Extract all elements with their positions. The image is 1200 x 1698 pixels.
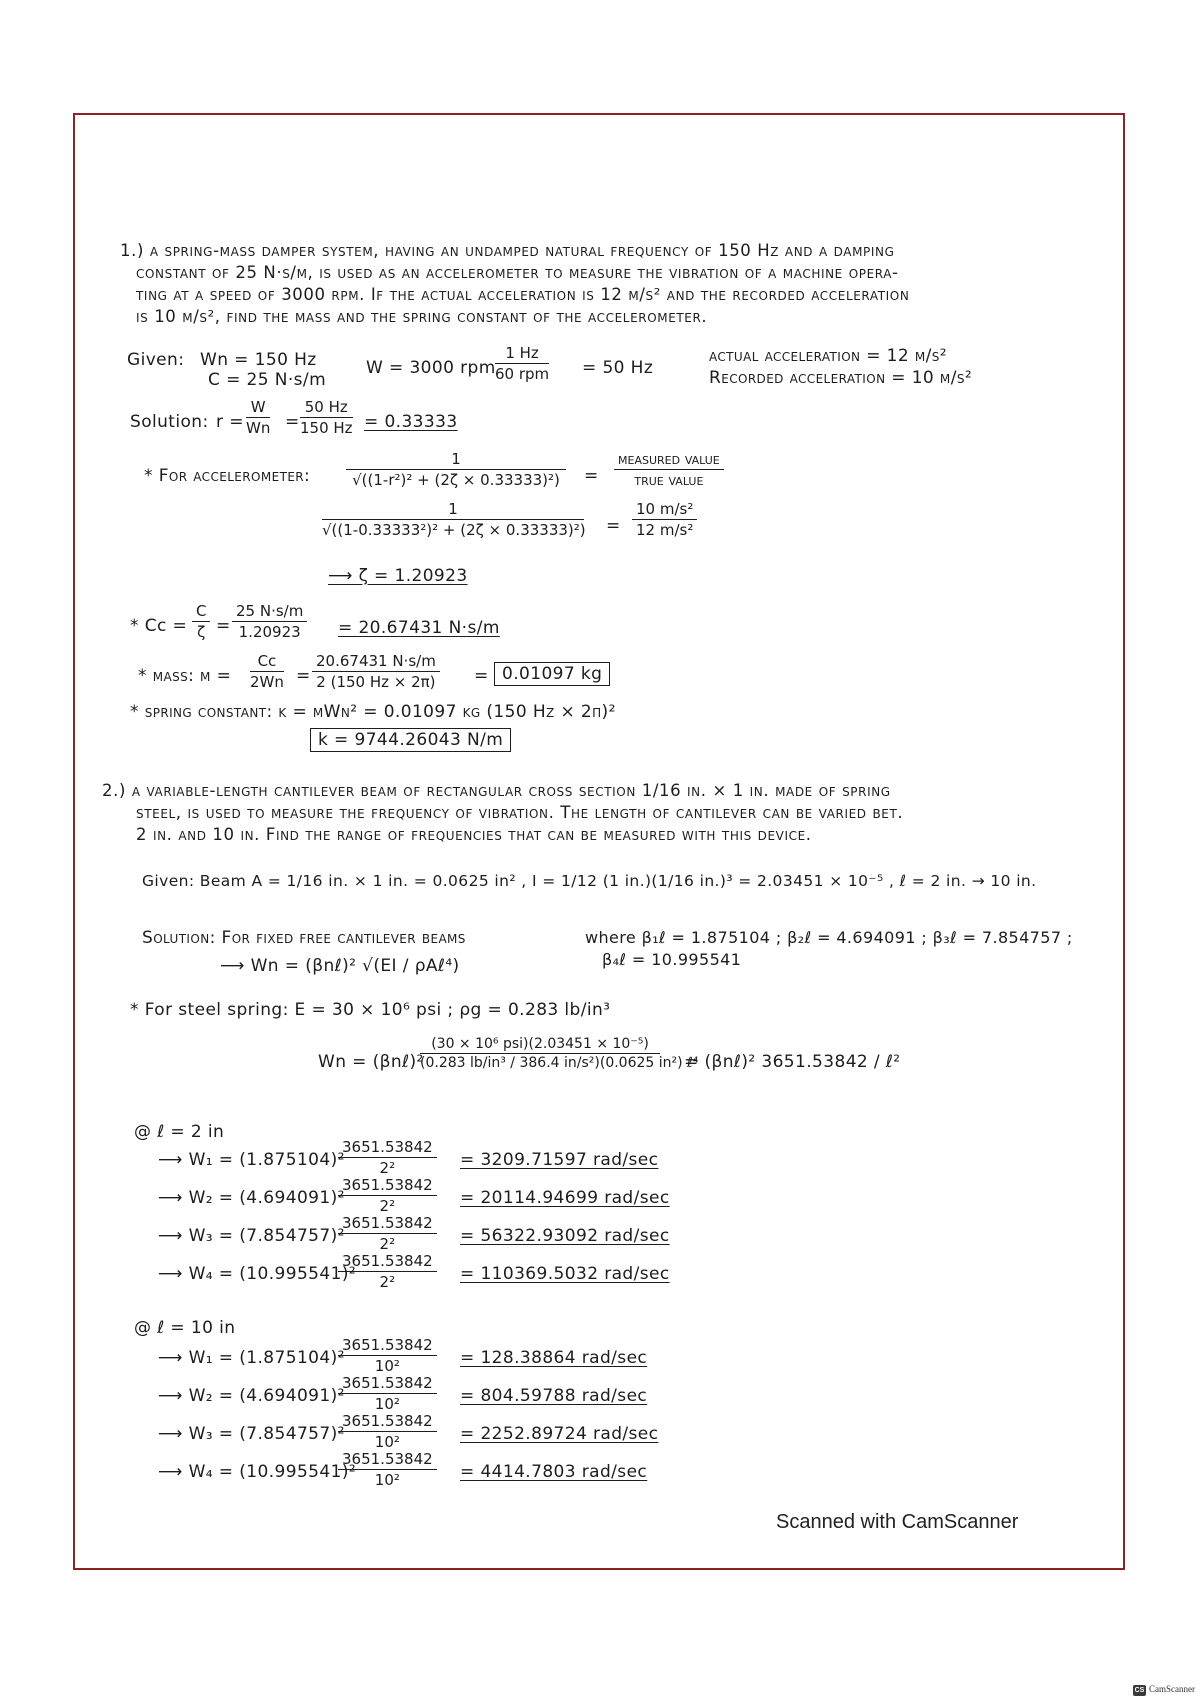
omega-lhs: ⟶ W₁ = (1.875104)² bbox=[158, 1150, 345, 1170]
omega-lhs: ⟶ W₃ = (7.854757)² bbox=[158, 1424, 345, 1444]
omega-result: = 110369.5032 rad/sec bbox=[460, 1264, 670, 1284]
fraction-numerator: 1 Hz bbox=[495, 344, 549, 364]
given-c: C = 25 N·s/m bbox=[208, 370, 327, 390]
fraction-numerator: 20.67431 N·s/m bbox=[312, 652, 440, 672]
fraction-denominator: Wn bbox=[246, 419, 271, 437]
accelerometer-substituted-fraction: $\frac{1}{\text{√((1-0.33333²)² + (2ζ × 0.33333)²)}}$ bbox=[322, 500, 586, 539]
given-label: Given: bbox=[127, 350, 185, 370]
problem-2-solution: Solution: For fixed free cantilever beams bbox=[142, 928, 466, 948]
statement-line: is 10 m/s², find the mass and the spring constant of the accelerometer. bbox=[136, 307, 708, 326]
problem-2-given: Given: Beam A = 1/16 in. × 1 in. = 0.0625 in² , I = 1/12 (1 in.)(1/16 in.)³ = 2.03451 × 10⁻⁵ , ℓ = 2 in. → 10 in. bbox=[142, 872, 1037, 890]
beta-values-line-2: β₄ℓ = 10.995541 bbox=[602, 950, 742, 969]
fraction-numerator: C bbox=[192, 602, 210, 622]
beta-values-line-1: where β₁ℓ = 1.875104 ; β₂ℓ = 4.694091 ; β₃ℓ = 7.854757 ; bbox=[585, 928, 1073, 947]
fraction-numerator: 1 bbox=[346, 450, 566, 470]
omega-fraction bbox=[338, 1412, 437, 1451]
fraction-denominator: 60 rpm bbox=[495, 365, 550, 383]
mass-lhs: * mass: m = bbox=[138, 666, 232, 686]
case-2in-label: @ ℓ = 2 in bbox=[134, 1122, 225, 1142]
cc-lhs: * Cc = bbox=[130, 616, 188, 636]
camscanner-watermark: Scanned with CamScanner bbox=[776, 1511, 1019, 1533]
statement-line: 1.) a spring-mass damper system, having an undamped natural frequency of 150 Hz and a damping bbox=[120, 241, 895, 260]
fraction-denominator: 2² bbox=[379, 1273, 396, 1291]
acceleration-ratio-fraction bbox=[632, 500, 697, 539]
statement-line: 2.) a variable-length cantilever beam of rectangular cross section 1/16 in. × 1 in. made of spring bbox=[102, 781, 891, 800]
actual-acceleration: actual acceleration = 12 m/s² bbox=[709, 346, 948, 366]
omega-result: = 56322.93092 rad/sec bbox=[460, 1226, 670, 1246]
wn-fraction bbox=[420, 1036, 699, 1071]
fraction-denominator: 2 (150 Hz × 2π) bbox=[316, 673, 436, 691]
fraction-denominator: 12 m/s² bbox=[636, 521, 694, 539]
statement-line: 2 in. and 10 in. Find the range of frequencies that can be measured with this device. bbox=[136, 825, 812, 844]
r-result: = 0.33333 bbox=[364, 412, 458, 432]
fraction-denominator: 10² bbox=[374, 1433, 400, 1451]
accelerometer-label: * For accelerometer: bbox=[144, 466, 311, 486]
fraction-denominator: true value bbox=[634, 471, 704, 489]
fraction-denominator: 10² bbox=[374, 1395, 400, 1413]
omega-result: = 4414.7803 rad/sec bbox=[460, 1462, 648, 1482]
fraction-numerator: measured value bbox=[614, 450, 724, 470]
fraction-numerator: 50 Hz bbox=[300, 398, 353, 418]
omega-fraction bbox=[338, 1336, 437, 1375]
statement-line: ting at a speed of 3000 rpm. If the actual acceleration is 12 m/s² and the recorded acceleration bbox=[136, 285, 910, 304]
fraction-numerator: 25 N·s/m bbox=[232, 602, 307, 622]
omega-lhs: ⟶ W₂ = (4.694091)² bbox=[158, 1188, 345, 1208]
cc-value-fraction bbox=[232, 602, 307, 641]
case-10in-label: @ ℓ = 10 in bbox=[134, 1318, 236, 1338]
mass-fraction bbox=[250, 652, 284, 691]
fraction-numerator: 10 m/s² bbox=[632, 500, 697, 520]
fraction-numerator: 3651.53842 bbox=[338, 1336, 437, 1356]
fraction-numerator: 3651.53842 bbox=[338, 1450, 437, 1470]
camscanner-logo-text: CamScanner bbox=[1149, 1684, 1195, 1694]
fraction-numerator: 3651.53842 bbox=[338, 1374, 437, 1394]
natural-frequency-formula: ⟶ Wn = (βnℓ)² √(EI / ρAℓ⁴) bbox=[220, 956, 460, 976]
camscanner-logo-icon: CS bbox=[1134, 1687, 1145, 1694]
fraction-denominator: (0.283 lb/in³ / 386.4 in/s²)(0.0625 in²) ℓ⁴ bbox=[420, 1055, 699, 1071]
omega-lhs: ⟶ W₂ = (4.694091)² bbox=[158, 1386, 345, 1406]
wn-result: = (βnℓ)² 3651.53842 / ℓ² bbox=[684, 1052, 901, 1072]
fraction-numerator: 3651.53842 bbox=[338, 1176, 437, 1196]
spring-constant-line: * spring constant: k = mWn² = 0.01097 kg (150 Hz × 2π)² bbox=[130, 702, 616, 722]
fraction-denominator: 2Wn bbox=[250, 673, 284, 691]
omega-result: = 20114.94699 rad/sec bbox=[460, 1188, 670, 1208]
r-fraction bbox=[246, 398, 270, 437]
fraction-numerator: 3651.53842 bbox=[338, 1214, 437, 1234]
statement-line: steel, is used to measure the frequency of vibration. The length of cantilever can be varied bet. bbox=[136, 803, 904, 822]
omega-result: = 3209.71597 rad/sec bbox=[460, 1150, 659, 1170]
measured-over-true-fraction bbox=[614, 450, 724, 489]
given-w: W = 3000 rpm bbox=[366, 358, 496, 378]
fraction-denominator: 2² bbox=[379, 1235, 396, 1253]
omega-fraction bbox=[338, 1138, 437, 1177]
fraction-numerator: Cc bbox=[250, 652, 284, 672]
recorded-acceleration: Recorded acceleration = 10 m/s² bbox=[709, 368, 973, 388]
solution-label: Solution: bbox=[130, 412, 209, 432]
zeta-result: ⟶ ζ = 1.20923 bbox=[328, 566, 468, 586]
fraction-numerator: 3651.53842 bbox=[338, 1138, 437, 1158]
fraction-denominator: ζ bbox=[197, 623, 206, 641]
omega-lhs: ⟶ W₃ = (7.854757)² bbox=[158, 1226, 345, 1246]
fraction-denominator: 2² bbox=[379, 1159, 396, 1177]
spring-constant-result-box: k = 9744.26043 N/m bbox=[310, 728, 511, 752]
fraction-denominator: 10² bbox=[374, 1471, 400, 1489]
fraction-denominator: 10² bbox=[374, 1357, 400, 1375]
given-wn: Wn = 150 Hz bbox=[200, 350, 317, 370]
fraction-numerator: 3651.53842 bbox=[338, 1252, 437, 1272]
fraction-denominator: 2² bbox=[379, 1197, 396, 1215]
fraction-denominator: √((1-r²)² + (2ζ × 0.33333)²) bbox=[352, 471, 560, 489]
omega-lhs: ⟶ W₄ = (10.995541)² bbox=[158, 1264, 357, 1284]
cc-fraction bbox=[192, 602, 210, 641]
steel-properties: * For steel spring: E = 30 × 10⁶ psi ; ρg = 0.283 lb/in³ bbox=[130, 1000, 611, 1020]
statement-line: constant of 25 N·s/m, is used as an accelerometer to measure the vibration of a machine opera- bbox=[136, 263, 899, 282]
omega-fraction bbox=[338, 1450, 437, 1489]
fraction-denominator: 1.20923 bbox=[238, 623, 301, 641]
omega-fraction bbox=[338, 1176, 437, 1215]
mass-result-box: 0.01097 kg bbox=[494, 662, 610, 686]
fraction-numerator: 3651.53842 bbox=[338, 1412, 437, 1432]
mass-value-fraction bbox=[312, 652, 440, 691]
cc-result: = 20.67431 N·s/m bbox=[338, 618, 500, 638]
omega-result: = 2252.89724 rad/sec bbox=[460, 1424, 659, 1444]
fraction-denominator: 150 Hz bbox=[300, 419, 353, 437]
r-lhs: r = bbox=[216, 412, 244, 432]
omega-result: = 804.59788 rad/sec bbox=[460, 1386, 648, 1406]
r-value-fraction bbox=[300, 398, 353, 437]
accelerometer-ratio-fraction bbox=[346, 450, 566, 489]
fraction-numerator: W bbox=[246, 398, 270, 418]
rpm-conversion-fraction bbox=[495, 344, 549, 383]
fraction-denominator: √((1-0.33333²)² + (2ζ × 0.33333)²) bbox=[322, 521, 586, 539]
given-w-result: = 50 Hz bbox=[582, 358, 654, 378]
omega-fraction bbox=[338, 1374, 437, 1413]
wn-lhs: Wn = (βnℓ)² bbox=[318, 1052, 424, 1072]
omega-lhs: ⟶ W₁ = (1.875104)² bbox=[158, 1348, 345, 1368]
omega-fraction bbox=[338, 1214, 437, 1253]
omega-fraction bbox=[338, 1252, 437, 1291]
omega-lhs: ⟶ W₄ = (10.995541)² bbox=[158, 1462, 357, 1482]
fraction-numerator: (30 × 10⁶ psi)(2.03451 × 10⁻⁵) bbox=[420, 1036, 660, 1054]
omega-result: = 128.38864 rad/sec bbox=[460, 1348, 648, 1368]
